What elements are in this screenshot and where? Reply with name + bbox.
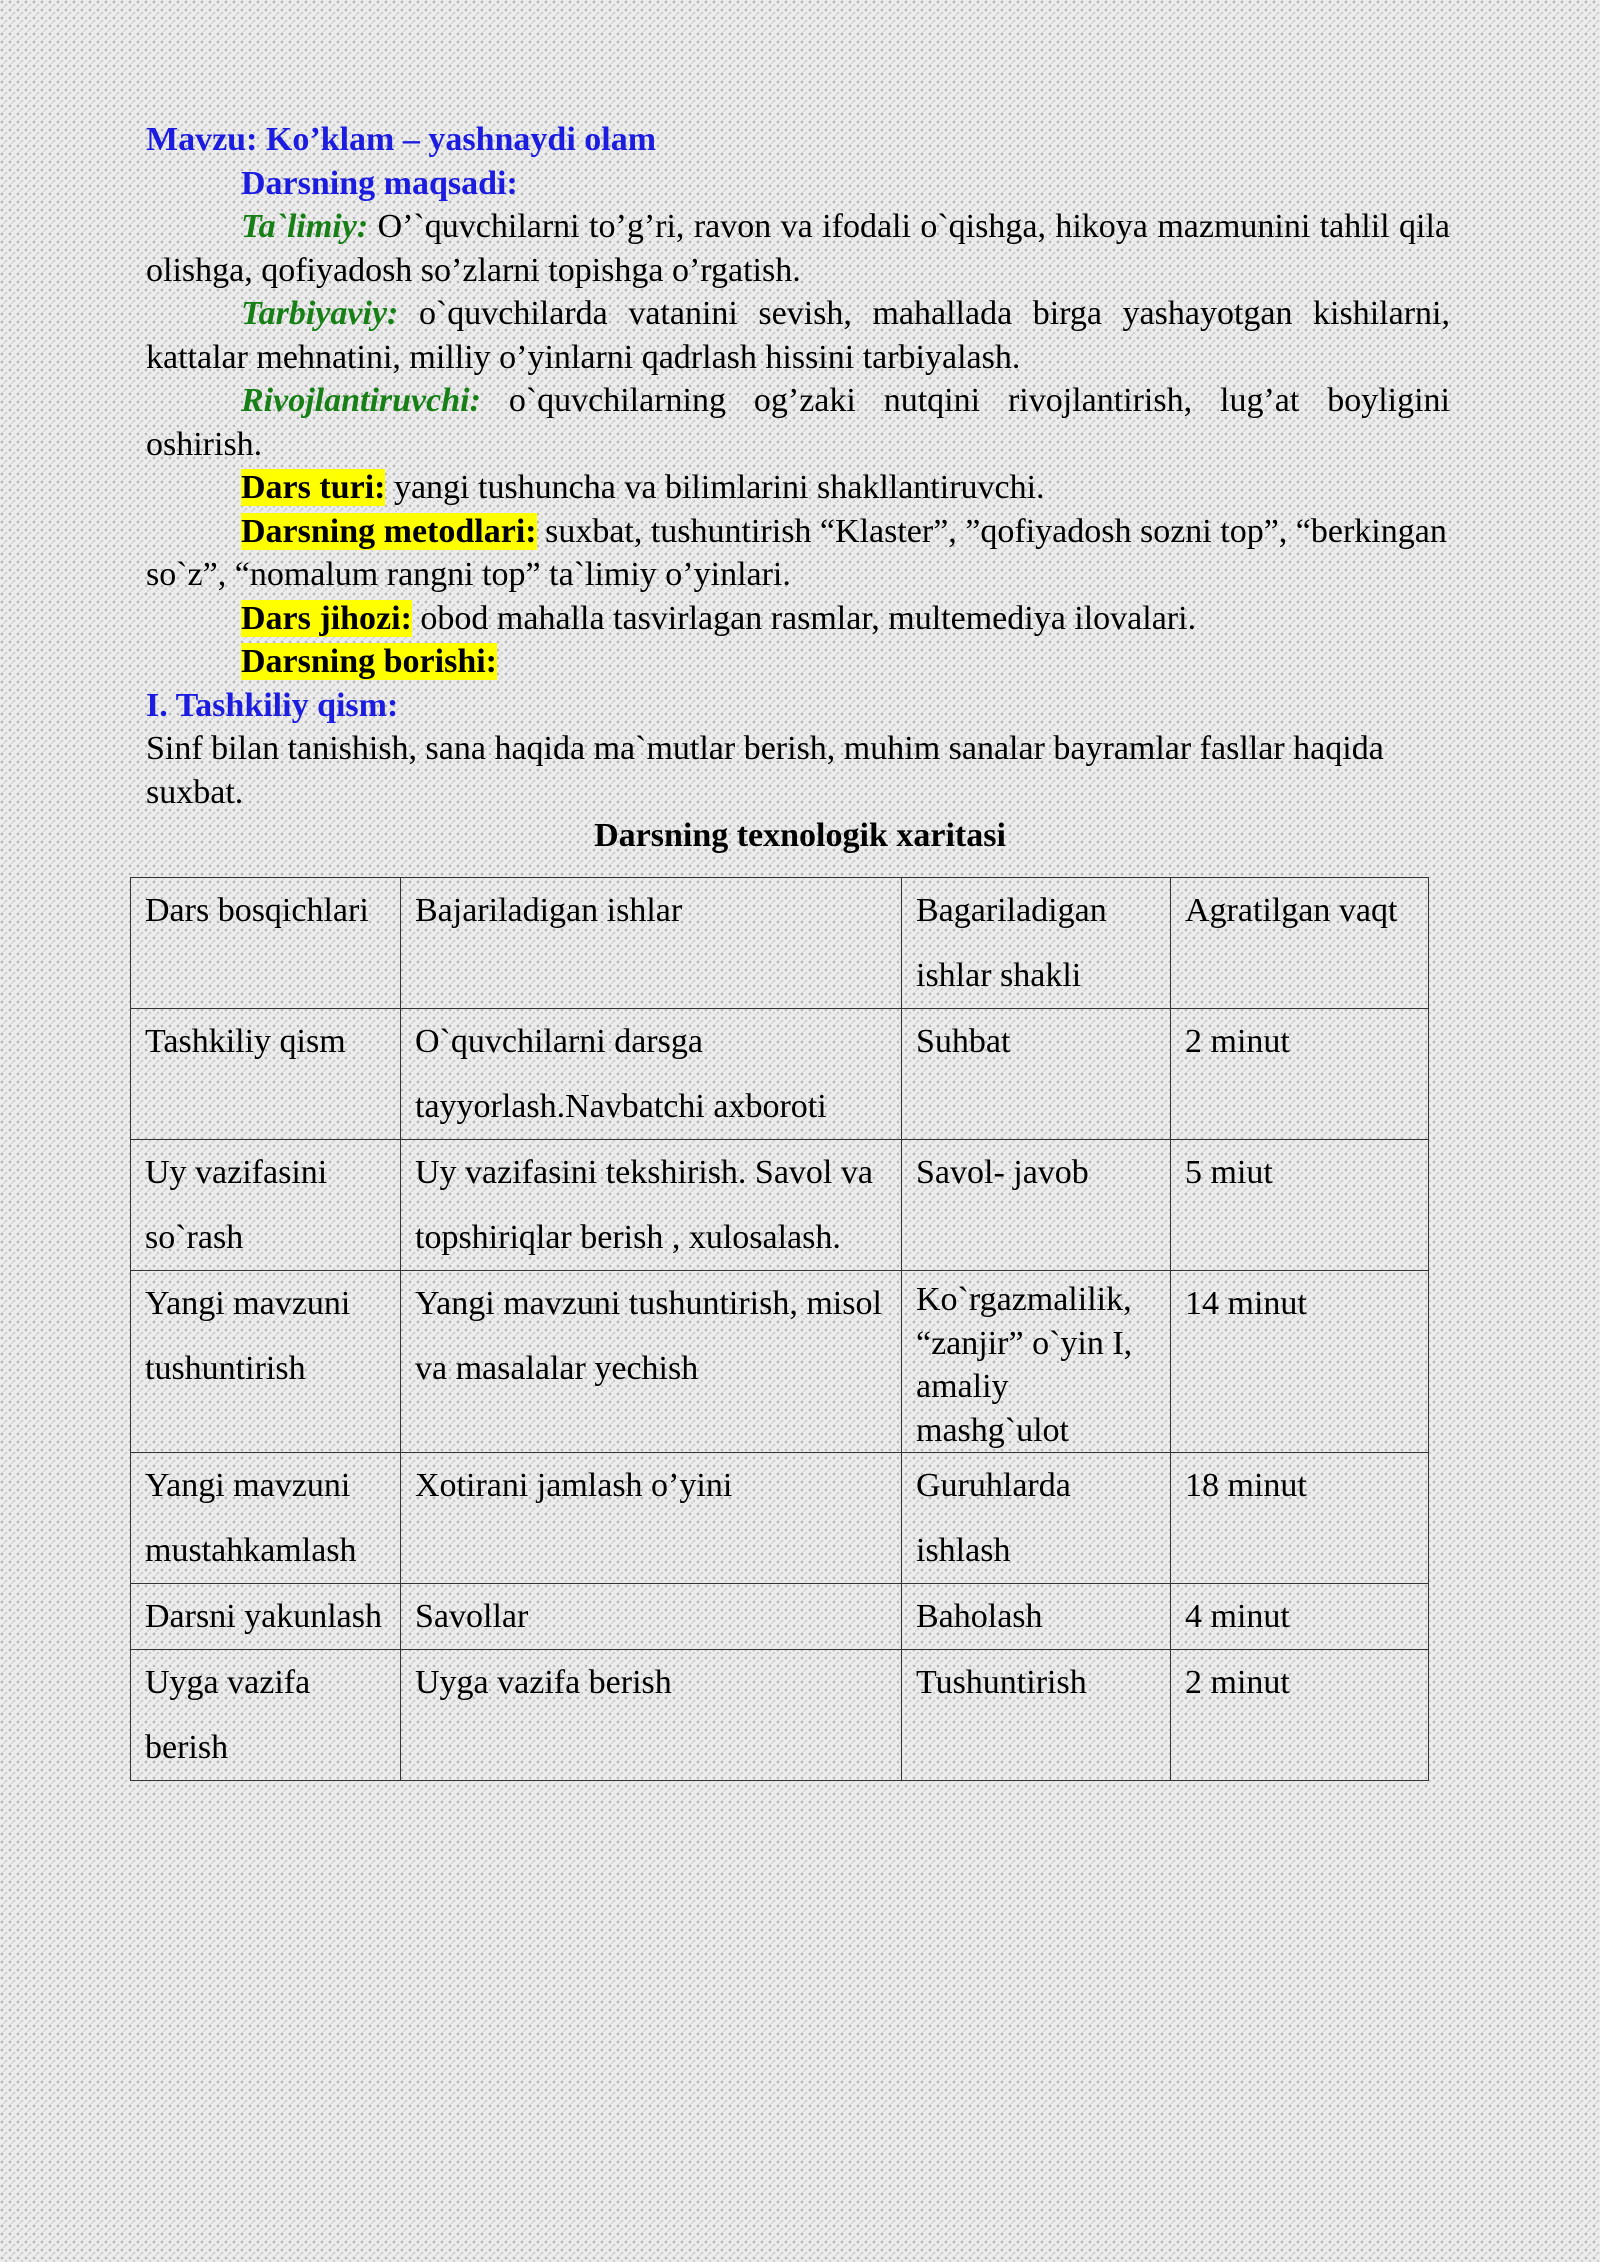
upbringing-goal-label: Tarbiyaviy: xyxy=(241,295,399,332)
table-cell: Baholash xyxy=(902,1584,1171,1650)
table-header-cell: Bajariladigan ishlar xyxy=(401,878,902,1009)
goal-heading xyxy=(146,162,1450,206)
table-cell: 2 minut xyxy=(1171,1650,1429,1781)
developing-goal-label: Rivojlantiruvchi: xyxy=(241,382,481,419)
table-header-cell: Dars bosqichlari xyxy=(131,878,401,1009)
educational-goal xyxy=(146,205,1450,292)
table-cell: Guruhlarda ishlash xyxy=(902,1453,1171,1584)
table-cell: 4 minut xyxy=(1171,1584,1429,1650)
lesson-equipment-text: obod mahalla tasvirlagan rasmlar, multemediya ilovalari. xyxy=(411,599,1197,637)
table-header-cell: Bagariladigan ishlar shakli xyxy=(902,878,1171,1009)
lesson-equipment xyxy=(146,597,1450,641)
section1-text: Sinf bilan tanishish, sana haqida ma`mutlar berish, muhim sanalar bayramlar fasllar haqida suxbat. xyxy=(146,730,1384,811)
educational-goal-text: O’`quvchilarni to’g’ri, ravon va ifodali o`qishga, hikoya mazmunini tahlil qila olishga, qofiyadosh so’zlarni topishga o’rgatish. xyxy=(146,208,1450,289)
table-row xyxy=(131,1584,1429,1650)
table-title: Darsning texnologik xaritasi xyxy=(594,817,1006,854)
lesson-plan-table xyxy=(130,877,1429,1781)
table-row xyxy=(131,1140,1429,1271)
table-cell: Darsni yakunlash xyxy=(131,1584,401,1650)
table-cell: 2 minut xyxy=(1171,1009,1429,1140)
table-cell: Tashkiliy qism xyxy=(131,1009,401,1140)
table-cell: Uyga vazifa berish xyxy=(401,1650,902,1781)
goal-heading-text: Darsning maqsadi: xyxy=(241,164,518,202)
lesson-progress xyxy=(146,640,1450,684)
lesson-methods-text: suxbat, tushuntirish “Klaster”, ”qofiyadosh sozni top”, “berkingan so`z”, “nomalum rangni top” ta`limiy o’yinlari. xyxy=(146,512,1447,593)
table-row xyxy=(131,1453,1429,1584)
table-header-cell: Agratilgan vaqt xyxy=(1171,878,1429,1009)
educational-goal-label: Ta`limiy: xyxy=(241,208,369,245)
table-cell: Savollar xyxy=(401,1584,902,1650)
lesson-type-text: yangi tushuncha va bilimlarini shakllantiruvchi. xyxy=(385,469,1045,506)
upbringing-goal-text: o`quvchilarda vatanini sevish, mahallada birga yashayotgan kishilarni, kattalar mehnatini, milliy o’yinlarni qadrlash hissini tarbiyalash. xyxy=(146,295,1450,376)
table-cell: Ko`rgazmalilik, “zanjir” o`yin I, amaliy mashg`ulot xyxy=(902,1271,1171,1453)
table-cell: 18 minut xyxy=(1171,1453,1429,1584)
table-header-row xyxy=(131,878,1429,1009)
lesson-type-label: Dars turi: xyxy=(241,469,386,506)
table-cell: Uyga vazifa berish xyxy=(131,1650,401,1781)
lesson-plan-document xyxy=(146,118,1450,858)
table-row xyxy=(131,1271,1429,1453)
table-cell: 14 minut xyxy=(1171,1271,1429,1453)
lesson-progress-label: Darsning borishi: xyxy=(241,643,497,680)
table-row xyxy=(131,1009,1429,1140)
table-cell: Savol- javob xyxy=(902,1140,1171,1271)
table-cell: Yangi mavzuni mustahkamlash xyxy=(131,1453,401,1584)
developing-goal-text: o`quvchilarning og’zaki nutqini rivojlantirish, lug’at boyligini oshirish. xyxy=(146,382,1450,463)
table-cell: O`quvchilarni darsga tayyorlash.Navbatchi axboroti xyxy=(401,1009,902,1140)
table-cell: Suhbat xyxy=(902,1009,1171,1140)
section1-heading-text: I. Tashkiliy qism: xyxy=(146,686,399,724)
lesson-type xyxy=(146,466,1450,510)
table-cell: 5 miut xyxy=(1171,1140,1429,1271)
topic-title: Mavzu: Ko’klam – yashnaydi olam xyxy=(146,121,657,158)
table-cell: Yangi mavzuni tushuntirish xyxy=(131,1271,401,1453)
developing-goal xyxy=(146,379,1450,466)
upbringing-goal xyxy=(146,292,1450,379)
table-cell: Yangi mavzuni tushuntirish, misol va masalalar yechish xyxy=(401,1271,902,1453)
table-row xyxy=(131,1650,1429,1781)
lesson-methods-label: Darsning metodlari: xyxy=(241,512,537,550)
section1-heading xyxy=(146,684,1450,728)
table-cell: Xotirani jamlash o’yini xyxy=(401,1453,902,1584)
table-cell: Uy vazifasini tekshirish. Savol va topshiriqlar berish , xulosalash. xyxy=(401,1140,902,1271)
lesson-methods xyxy=(146,510,1450,597)
lesson-equipment-label: Dars jihozi: xyxy=(241,599,412,637)
table-cell: Uy vazifasini so`rash xyxy=(131,1140,401,1271)
table-cell: Tushuntirish xyxy=(902,1650,1171,1781)
topic-heading xyxy=(146,118,1450,162)
